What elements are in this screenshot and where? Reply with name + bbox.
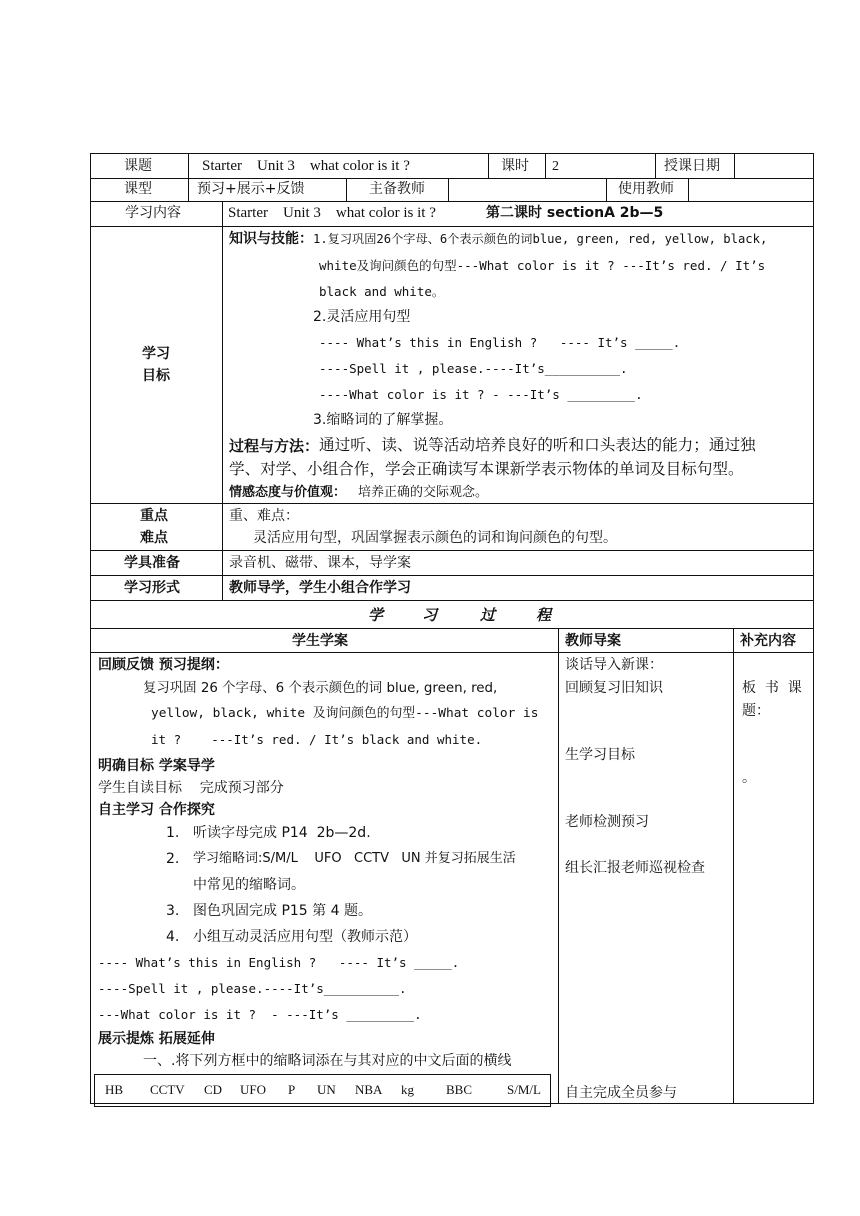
supplement-note: 题： xyxy=(742,703,770,719)
abbreviation: UN xyxy=(317,1082,336,1097)
col-divider xyxy=(346,178,347,201)
emotion-label: 情感态度与价值观： xyxy=(229,485,347,500)
label-tools: 学具准备 xyxy=(124,555,180,571)
key-line: 灵活应用句型，巩固掌握表示颜色的词和询问颜色的句型。 xyxy=(253,530,617,546)
row-divider xyxy=(90,503,814,504)
goal-line: black and white。 xyxy=(319,284,445,299)
table-border-left xyxy=(90,153,91,1104)
list-number: 2. xyxy=(166,851,180,867)
col-divider xyxy=(545,153,546,178)
row-divider xyxy=(90,550,814,551)
process-text: 学、对学、小组合作，学会正确读写本课新学表示物体的单词及目标句型。 xyxy=(229,460,744,478)
col-divider xyxy=(688,178,689,201)
row-divider xyxy=(90,201,814,202)
tools-value: 录音机、磁带、课本，导学案 xyxy=(229,555,411,571)
label-goals-1: 学习 xyxy=(142,346,170,362)
table-border-right xyxy=(813,153,814,1104)
process-title-char: 学 xyxy=(368,606,384,624)
goal-line: 2.灵活应用句型 xyxy=(313,309,411,325)
emotion-text: 培养正确的交际观念。 xyxy=(358,485,489,500)
abbreviation: BBC xyxy=(446,1082,473,1097)
supplement-note: 板 书 课 xyxy=(742,680,802,696)
section-title: 展示提炼 拓展延伸 xyxy=(98,1031,215,1047)
abbreviation: P xyxy=(288,1082,296,1097)
content-en: Starter Unit 3 what color is it ? xyxy=(228,205,436,221)
abbreviation: kg xyxy=(401,1082,414,1097)
column-header-teacher: 教师导案 xyxy=(565,633,621,649)
list-item: 图色巩固完成 P15 第 4 题。 xyxy=(193,903,372,919)
process-title-char: 过 xyxy=(480,606,496,624)
goal-line: white及询问颜色的句型---What color is it ? ---It’s red. / It’s xyxy=(319,258,766,273)
topic-value: Starter Unit 3 what color is it ? xyxy=(202,158,410,174)
label-main-teacher: 主备教师 xyxy=(369,181,425,197)
teacher-note: 自主完成全员参与 xyxy=(565,1085,677,1101)
goal-line: 3.缩略词的了解掌握。 xyxy=(313,412,453,428)
row-divider xyxy=(90,575,814,576)
abbreviation: CCTV xyxy=(150,1082,185,1097)
label-hours: 课时 xyxy=(501,158,529,174)
col-divider xyxy=(733,628,734,1104)
goal-line: 1.复习巩固26个字母、6个表示颜色的词blue, green, red, yellow, black, xyxy=(313,232,768,246)
supplement-note: 。 xyxy=(742,770,756,786)
process-text: 通过听、读、说等活动培养良好的听和口头表达的能力；通过独 xyxy=(319,436,756,454)
section-title: 明确目标 学案导学 xyxy=(98,758,215,774)
student-line: 一、.将下列方框中的缩略词添在与其对应的中文后面的横线 xyxy=(143,1053,512,1069)
list-item: 小组互动灵活应用句型（教师示范） xyxy=(193,929,417,945)
label-use-teacher: 使用教师 xyxy=(618,181,674,197)
col-divider xyxy=(222,201,223,600)
abbreviation: CD xyxy=(204,1082,223,1097)
list-item: 学习缩略词:S/M/L UFO CCTV UN 并复习拓展生活 xyxy=(193,851,516,866)
label-type: 课型 xyxy=(124,181,152,197)
student-line: 复习巩固 26 个字母、6 个表示颜色的词 blue, green, red, xyxy=(143,681,498,696)
process-title-char: 程 xyxy=(536,606,552,624)
student-line: 学生自读目标 完成预习部分 xyxy=(98,780,284,796)
abbreviation: HB xyxy=(105,1082,124,1097)
key-line: 重、难点： xyxy=(229,508,299,524)
list-item: 听读字母完成 P14 2b—2d. xyxy=(193,825,371,841)
process-label: 过程与方法： xyxy=(229,437,320,455)
section-title: 回顾反馈 预习提纲： xyxy=(98,657,229,673)
col-divider xyxy=(188,153,189,178)
row-divider xyxy=(90,226,814,227)
label-key-1: 重点 xyxy=(140,508,168,524)
pattern-line: ---- What’s this in English ? ---- It’s _____. xyxy=(319,335,681,350)
teacher-note: 老师检测预习 xyxy=(565,814,649,830)
student-line: yellow, black, white 及询问颜色的句型---What color is xyxy=(151,706,539,721)
row-divider xyxy=(90,628,814,629)
abbreviation: S/M/L xyxy=(507,1082,541,1097)
col-divider xyxy=(448,178,449,201)
teacher-note: 谈话导入新课： xyxy=(565,657,663,673)
col-divider xyxy=(188,178,189,201)
teacher-note: 回顾复习旧知识 xyxy=(565,680,663,696)
row-divider xyxy=(90,652,814,653)
dialogue-line: ---- What’s this in English ? ---- It’s _____. xyxy=(98,955,460,970)
row-divider xyxy=(90,600,814,601)
knowledge-label: 知识与技能： xyxy=(229,231,313,247)
col-divider xyxy=(734,153,735,178)
label-date: 授课日期 xyxy=(664,158,720,174)
list-number: 3. xyxy=(166,903,180,919)
teacher-note: 生学习目标 xyxy=(565,747,635,763)
list-number: 4. xyxy=(166,929,180,945)
list-number: 1. xyxy=(166,825,180,841)
abbreviation-box xyxy=(94,1074,551,1107)
form-value: 教师导学，学生小组合作学习 xyxy=(229,580,411,596)
label-content: 学习内容 xyxy=(125,205,181,221)
col-divider xyxy=(558,628,559,1104)
col-divider xyxy=(606,178,607,201)
dialogue-line: ----Spell it , please.----It’s__________. xyxy=(98,981,407,996)
col-divider xyxy=(488,153,489,178)
content-cn: 第二课时 sectionA 2b—5 xyxy=(486,205,664,221)
col-divider xyxy=(655,153,656,178)
type-value: 预习+展示+反馈 xyxy=(197,181,305,197)
label-form: 学习形式 xyxy=(124,580,180,596)
process-title-char: 习 xyxy=(422,606,438,624)
row-divider xyxy=(90,178,814,179)
column-header-student: 学生学案 xyxy=(292,633,348,649)
pattern-line: ----What color is it ? - ---It’s _________. xyxy=(319,387,643,402)
table-border-top xyxy=(90,153,814,154)
abbreviation: NBA xyxy=(355,1082,383,1097)
label-goals-2: 目标 xyxy=(142,368,170,384)
list-item: 中常见的缩略词。 xyxy=(193,877,305,893)
student-line: it ? ---It’s red. / It’s black and white. xyxy=(151,732,483,747)
abbreviation: UFO xyxy=(240,1082,267,1097)
pattern-line: ----Spell it , please.----It’s__________. xyxy=(319,361,628,376)
label-topic: 课题 xyxy=(124,158,152,174)
teacher-note: 组长汇报老师巡视检查 xyxy=(565,860,705,876)
dialogue-line: ---What color is it ? - ---It’s _________. xyxy=(98,1007,422,1022)
label-key-2: 难点 xyxy=(140,530,168,546)
hours-value: 2 xyxy=(552,159,559,174)
section-title: 自主学习 合作探究 xyxy=(98,802,215,818)
column-header-supplement: 补充内容 xyxy=(740,633,796,649)
